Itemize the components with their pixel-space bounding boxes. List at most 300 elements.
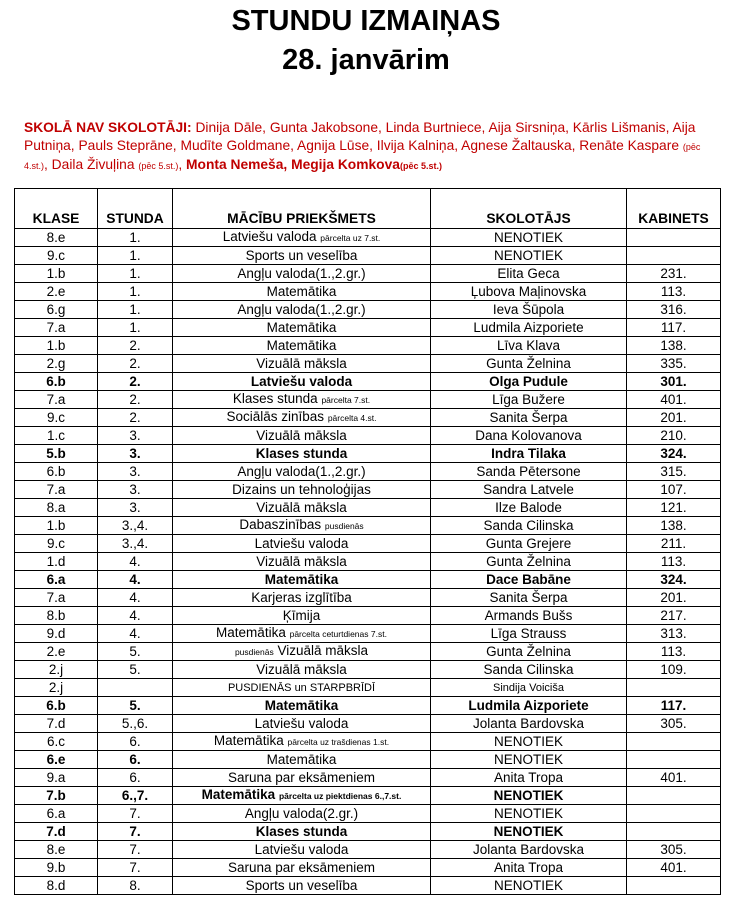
cell-skolotajs-text: Līva Klava (496, 337, 561, 353)
table-row (15, 373, 721, 391)
cell-stunda (98, 481, 173, 499)
cell-klase (15, 877, 98, 895)
table-row (15, 859, 721, 877)
cell-skolotajs-text: Ilze Balode (495, 499, 562, 515)
cell-skolotajs-text: Sanita Šerpa (489, 589, 568, 605)
cell-prieksmets (173, 661, 431, 679)
subject-text: Angļu valoda(1.,2.gr.) (237, 265, 366, 281)
cell-klase-text: 9.d (46, 625, 66, 641)
subject-text: Matemātika (264, 697, 339, 713)
subject-text: Angļu valoda(2.gr.) (244, 805, 359, 821)
cell-klase (15, 733, 98, 751)
cell-kabinets-text: 138. (660, 517, 687, 533)
cell-kabinets (627, 715, 721, 733)
cell-skolotajs-text: NENOTIEK (493, 787, 564, 803)
subject-text: Sports un veselība (245, 247, 358, 263)
cell-skolotajs-text: Armands Bušs (484, 607, 573, 623)
cell-klase-text: 7.d (46, 823, 66, 839)
cell-skolotajs (431, 589, 627, 607)
cell-skolotajs (431, 337, 627, 355)
cell-skolotajs-text: Līga Bužere (492, 391, 565, 407)
cell-skolotajs-text: Gunta Želnina (486, 553, 571, 569)
cell-stunda (98, 553, 173, 571)
cell-klase-text: 7.d (46, 715, 66, 731)
cell-skolotajs (431, 517, 627, 535)
page-title: STUNDU IZMAIŅAS (231, 5, 501, 37)
cell-prieksmets (173, 841, 431, 859)
cell-klase-text: 9.c (46, 247, 65, 263)
cell-stunda (98, 697, 173, 715)
cell-klase (15, 625, 98, 643)
cell-skolotajs-text: Sanda Pētersone (476, 463, 581, 479)
subject-text: Angļu valoda(1.,2.gr.) (237, 463, 366, 479)
cell-stunda-text: 1. (129, 229, 141, 245)
cell-klase (15, 553, 98, 571)
cell-klase-text: 1.b (46, 517, 66, 533)
cell-kabinets-text: 113. (660, 643, 687, 659)
cell-kabinets (627, 805, 721, 823)
table-row (15, 823, 721, 841)
cell-klase (15, 481, 98, 499)
cell-klase (15, 715, 98, 733)
cell-klase (15, 769, 98, 787)
cell-kabinets-text: 113. (660, 283, 687, 299)
cell-skolotajs-text: NENOTIEK (493, 751, 563, 767)
cell-klase-text: 6.b (46, 373, 66, 389)
table-body (15, 229, 721, 895)
cell-klase-text: 9.c (46, 535, 65, 551)
cell-stunda-text: 4. (129, 607, 141, 623)
cell-skolotajs (431, 427, 627, 445)
cell-klase-text: 8.b (46, 607, 66, 623)
cell-klase-text: 6.b (46, 463, 66, 479)
cell-skolotajs (431, 553, 627, 571)
cell-kabinets-text: 231. (660, 265, 687, 281)
table-row (15, 589, 721, 607)
cell-kabinets-text: 301. (660, 373, 687, 389)
cell-klase (15, 373, 98, 391)
cell-klase (15, 751, 98, 769)
page-date: 28. janvārim (282, 44, 450, 76)
cell-klase-text: 9.c (46, 409, 65, 425)
cell-kabinets (627, 373, 721, 391)
cell-stunda (98, 643, 173, 661)
table-row (15, 679, 721, 697)
subject-text: Saruna par eksāmeniem (227, 769, 376, 785)
cell-klase-text: 9.a (46, 769, 66, 785)
cell-kabinets-text: 117. (660, 697, 687, 713)
cell-stunda (98, 715, 173, 733)
cell-prieksmets (173, 751, 431, 769)
cell-klase-text: 5.b (46, 445, 66, 461)
cell-skolotajs (431, 373, 627, 391)
cell-skolotajs (431, 229, 627, 247)
cell-skolotajs-text: Ieva Šūpola (492, 301, 565, 317)
subject-text: Vizuālā māksla (256, 499, 347, 515)
cell-skolotajs (431, 445, 627, 463)
subject-text: Klases stunda (255, 823, 348, 839)
table-row (15, 877, 721, 895)
cell-klase (15, 283, 98, 301)
cell-stunda-text: 7. (129, 859, 141, 875)
table-row (15, 715, 721, 733)
cell-prieksmets (173, 427, 431, 445)
cell-klase-text: 7.b (46, 787, 66, 803)
cell-kabinets-text: 324. (660, 445, 687, 461)
cell-kabinets (627, 499, 721, 517)
cell-stunda-text: 5. (129, 697, 141, 713)
cell-klase (15, 391, 98, 409)
subject-text: Klases stunda (232, 391, 318, 406)
cell-klase (15, 823, 98, 841)
cell-skolotajs-text: Olga Pudule (489, 373, 568, 389)
cell-klase (15, 535, 98, 553)
subject-text: Ķīmija (282, 607, 321, 623)
subject-text: Vizuālā māksla (256, 355, 347, 371)
cell-stunda (98, 679, 173, 697)
cell-prieksmets (173, 337, 431, 355)
cell-kabinets-text: 211. (660, 535, 687, 551)
table-row (15, 247, 721, 265)
cell-prieksmets (173, 859, 431, 877)
cell-stunda-text: 1. (129, 301, 141, 317)
cell-prieksmets (173, 463, 431, 481)
subject-text: Karjeras izglītība (251, 589, 352, 605)
cell-klase (15, 697, 98, 715)
cell-kabinets (627, 859, 721, 877)
absent-note-2: (pēc 5.st.) (138, 161, 179, 171)
cell-prieksmets (173, 247, 431, 265)
cell-stunda (98, 625, 173, 643)
cell-skolotajs-text: Gunta Želnina (486, 355, 571, 371)
cell-kabinets (627, 481, 721, 499)
table-row (15, 805, 721, 823)
cell-prieksmets (173, 265, 431, 283)
cell-klase (15, 517, 98, 535)
cell-klase (15, 859, 98, 877)
cell-skolotajs (431, 391, 627, 409)
cell-klase-text: 7.a (46, 319, 66, 335)
cell-klase (15, 247, 98, 265)
cell-stunda-text: 2. (129, 391, 141, 407)
cell-skolotajs-text: Līga Strauss (490, 625, 567, 641)
cell-stunda (98, 733, 173, 751)
subject-text: Latviešu valoda (254, 535, 349, 551)
cell-skolotajs-text: Gunta Želnina (486, 643, 571, 659)
cell-skolotajs (431, 535, 627, 553)
absent-names-3: , (178, 157, 187, 172)
cell-kabinets (627, 589, 721, 607)
table-row (15, 643, 721, 661)
subject-text: Matemātika (213, 733, 284, 748)
cell-kabinets-text: 401. (660, 859, 687, 875)
cell-kabinets (627, 283, 721, 301)
cell-stunda-text: 8. (129, 877, 141, 893)
subject-note: pārcelta 7.st. (321, 395, 371, 405)
table-row (15, 391, 721, 409)
cell-prieksmets (173, 877, 431, 895)
cell-prieksmets (173, 733, 431, 751)
cell-prieksmets (173, 229, 431, 247)
cell-kabinets-text: 305. (660, 841, 687, 857)
cell-stunda (98, 769, 173, 787)
cell-klase-text: 8.a (46, 499, 66, 515)
table-row (15, 445, 721, 463)
cell-stunda-text: 4. (129, 553, 141, 569)
cell-skolotajs-text: NENOTIEK (493, 877, 563, 893)
cell-klase (15, 319, 98, 337)
cell-stunda (98, 859, 173, 877)
cell-stunda (98, 535, 173, 553)
cell-klase-text: 1.b (46, 265, 66, 281)
absent-names-2: , Daila Živuļina (44, 157, 139, 172)
cell-stunda-text: 7. (129, 841, 141, 857)
cell-stunda (98, 571, 173, 589)
cell-stunda-text: 2. (129, 409, 141, 425)
cell-stunda-text: 2. (129, 337, 141, 353)
cell-klase (15, 463, 98, 481)
cell-stunda (98, 319, 173, 337)
cell-stunda (98, 355, 173, 373)
table-row (15, 697, 721, 715)
cell-stunda-text: 5. (129, 661, 141, 677)
cell-prieksmets (173, 715, 431, 733)
cell-klase (15, 661, 98, 679)
cell-klase-text: 8.d (46, 877, 66, 893)
cell-stunda-text: 7. (129, 823, 141, 839)
cell-klase-text: 2.e (46, 643, 66, 659)
cell-stunda (98, 661, 173, 679)
cell-stunda (98, 841, 173, 859)
cell-skolotajs (431, 733, 627, 751)
table-row (15, 553, 721, 571)
cell-stunda (98, 823, 173, 841)
cell-kabinets-text: 316. (660, 301, 687, 317)
cell-klase (15, 589, 98, 607)
subject-note: pārcelta uz piektdienas 6.,7.st. (278, 791, 402, 801)
table-row (15, 661, 721, 679)
cell-stunda (98, 589, 173, 607)
cell-klase-text: 1.b (46, 337, 66, 353)
cell-kabinets (627, 535, 721, 553)
cell-kabinets (627, 319, 721, 337)
cell-kabinets (627, 553, 721, 571)
cell-prieksmets (173, 643, 431, 661)
subject-text: Dabaszinības (239, 517, 322, 532)
cell-klase-text: 2.g (46, 355, 66, 371)
cell-stunda-text: 6. (129, 769, 141, 785)
cell-stunda-text: 3. (129, 445, 141, 461)
subject-text: PUSDIENĀS un STARPBRĪDĪ (227, 681, 376, 694)
subject-text: Matemātika (216, 625, 286, 640)
cell-stunda-text: 3.,4. (121, 517, 149, 533)
cell-prieksmets (173, 589, 431, 607)
cell-stunda (98, 499, 173, 517)
cell-klase (15, 643, 98, 661)
cell-stunda-text: 7. (129, 805, 141, 821)
cell-stunda-text: 6.,7. (121, 787, 149, 803)
subject-text: Vizuālā māksla (256, 427, 347, 443)
cell-klase (15, 679, 98, 697)
cell-skolotajs (431, 283, 627, 301)
schedule-changes-table (14, 188, 721, 895)
cell-kabinets-text: 305. (660, 715, 687, 731)
cell-kabinets (627, 463, 721, 481)
table-row (15, 355, 721, 373)
cell-kabinets (627, 571, 721, 589)
cell-kabinets (627, 427, 721, 445)
table-row (15, 625, 721, 643)
cell-prieksmets (173, 697, 431, 715)
cell-prieksmets (173, 607, 431, 625)
cell-kabinets-text: 107. (660, 481, 687, 497)
cell-stunda (98, 283, 173, 301)
cell-kabinets (627, 787, 721, 805)
cell-kabinets (627, 661, 721, 679)
cell-kabinets-text: 201. (660, 409, 687, 425)
cell-kabinets-text: 109. (660, 661, 687, 677)
cell-stunda (98, 373, 173, 391)
cell-skolotajs (431, 571, 627, 589)
subject-text: Vizuālā māksla (256, 553, 347, 569)
subject-note: pārcelta uz 7.st. (320, 233, 381, 243)
cell-kabinets-text: 201. (660, 589, 687, 605)
cell-prieksmets (173, 409, 431, 427)
cell-skolotajs-text: Elita Geca (497, 265, 560, 281)
cell-skolotajs-text: Sindija Voiciša (493, 681, 564, 694)
cell-skolotajs (431, 859, 627, 877)
cell-skolotajs-text: NENOTIEK (493, 229, 563, 245)
cell-kabinets (627, 679, 721, 697)
table-row (15, 751, 721, 769)
cell-prieksmets (173, 679, 431, 697)
cell-skolotajs-text: Sandra Latvele (483, 481, 574, 497)
cell-stunda-text: 3. (129, 499, 141, 515)
header-prieksmets: MĀCĪBU PRIEKŠMETS (173, 189, 431, 229)
cell-stunda-text: 1. (129, 247, 141, 263)
cell-klase-text: 2.j (48, 679, 64, 695)
cell-klase (15, 337, 98, 355)
cell-stunda-text: 4. (129, 589, 141, 605)
cell-klase-text: 8.e (46, 229, 66, 245)
cell-prieksmets (173, 571, 431, 589)
cell-klase (15, 355, 98, 373)
cell-skolotajs (431, 769, 627, 787)
cell-stunda (98, 445, 173, 463)
cell-klase (15, 445, 98, 463)
cell-kabinets (627, 643, 721, 661)
cell-skolotajs (431, 841, 627, 859)
cell-skolotajs-text: Gunta Grejere (485, 535, 572, 551)
subject-text: Latviešu valoda (254, 715, 349, 731)
cell-prieksmets (173, 823, 431, 841)
subject-prefix-note: pusdienās (234, 647, 274, 657)
subject-text: Matemātika (266, 283, 337, 299)
cell-klase-text: 7.a (46, 589, 66, 605)
cell-skolotajs (431, 499, 627, 517)
cell-stunda (98, 427, 173, 445)
table-row (15, 337, 721, 355)
cell-skolotajs-text: Jolanta Bardovska (472, 715, 585, 731)
cell-klase (15, 427, 98, 445)
cell-stunda-text: 3.,4. (121, 535, 149, 551)
cell-skolotajs (431, 301, 627, 319)
cell-skolotajs (431, 355, 627, 373)
cell-stunda-text: 4. (129, 571, 141, 587)
cell-kabinets (627, 409, 721, 427)
absent-bold-names: Monta Nemeša, Megija Komkova (186, 157, 400, 172)
table-row (15, 301, 721, 319)
cell-kabinets (627, 517, 721, 535)
table-row (15, 535, 721, 553)
table-row (15, 787, 721, 805)
cell-klase-text: 6.e (46, 751, 66, 767)
cell-klase-text: 6.g (46, 301, 66, 317)
cell-stunda-text: 1. (129, 319, 141, 335)
cell-skolotajs-text: Ļubova Maļinovska (470, 283, 587, 299)
cell-prieksmets (173, 445, 431, 463)
cell-kabinets (627, 733, 721, 751)
absent-label: SKOLĀ NAV SKOLOTĀJI: (24, 120, 192, 135)
table-row (15, 463, 721, 481)
cell-kabinets (627, 355, 721, 373)
table-row (15, 229, 721, 247)
subject-note: pārcelta uz trašdienas 1.st. (287, 737, 390, 747)
cell-skolotajs-text: Anita Tropa (493, 859, 564, 875)
subject-text: Dizains un tehnoloģijas (232, 481, 371, 497)
subject-text: Latviešu valoda (222, 229, 317, 244)
cell-skolotajs-text: Dace Babāne (486, 571, 571, 587)
table-row (15, 571, 721, 589)
cell-kabinets (627, 769, 721, 787)
cell-kabinets (627, 229, 721, 247)
cell-kabinets-text: 210. (660, 427, 687, 443)
subject-text: Saruna par eksāmeniem (227, 859, 376, 875)
cell-skolotajs (431, 625, 627, 643)
cell-kabinets-text: 117. (660, 319, 687, 335)
subject-note: pārcelta ceturtdienas 7.st. (289, 629, 387, 639)
subject-text: Latviešu valoda (254, 841, 349, 857)
cell-klase (15, 265, 98, 283)
cell-stunda (98, 247, 173, 265)
cell-prieksmets (173, 391, 431, 409)
subject-text: Angļu valoda(1.,2.gr.) (237, 301, 366, 317)
cell-skolotajs (431, 247, 627, 265)
absent-note-3: (pēc 5.st.) (399, 161, 442, 171)
cell-prieksmets (173, 535, 431, 553)
cell-skolotajs (431, 481, 627, 499)
header-klase: KLASE (15, 189, 98, 229)
cell-klase (15, 229, 98, 247)
cell-stunda-text: 6. (129, 751, 141, 767)
cell-skolotajs (431, 265, 627, 283)
cell-klase-text: 6.c (46, 733, 65, 749)
cell-skolotajs-text: Anita Tropa (493, 769, 564, 785)
cell-kabinets (627, 445, 721, 463)
subject-text: Matemātika (266, 337, 337, 353)
cell-stunda (98, 877, 173, 895)
table-header-row (15, 189, 721, 229)
cell-skolotajs-text: NENOTIEK (493, 247, 563, 263)
cell-stunda-text: 5.,6. (121, 715, 149, 731)
cell-kabinets-text: 324. (660, 571, 687, 587)
cell-stunda (98, 301, 173, 319)
cell-prieksmets (173, 481, 431, 499)
table-row (15, 607, 721, 625)
cell-stunda (98, 607, 173, 625)
cell-klase-text: 2.e (46, 283, 66, 299)
cell-kabinets-text: 401. (660, 391, 687, 407)
